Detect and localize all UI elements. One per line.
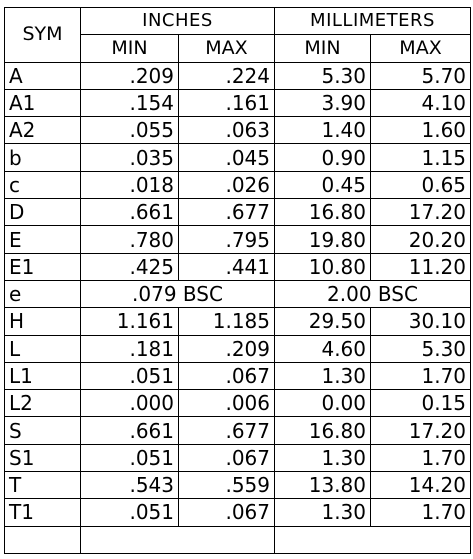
empty-mm-cell [275, 526, 471, 553]
inches-min-header: MIN [81, 35, 179, 62]
table-row [5, 226, 471, 253]
table-row [5, 499, 471, 526]
inches-max-cell: .209 [179, 335, 275, 362]
inches-max-cell: .559 [179, 472, 275, 499]
inches-min-cell: .051 [81, 444, 179, 471]
inches-min-cell: .780 [81, 226, 179, 253]
table-row [5, 362, 471, 389]
mm-min-cell: 0.00 [275, 390, 371, 417]
empty-inches-cell [81, 526, 275, 553]
inches-max-cell: .026 [179, 171, 275, 198]
sym-cell: L [5, 335, 81, 362]
inches-header: INCHES [81, 8, 275, 35]
sym-cell: S [5, 417, 81, 444]
sym-cell: L1 [5, 362, 81, 389]
inches-min-cell: .425 [81, 253, 179, 280]
mm-min-cell: 1.40 [275, 117, 371, 144]
mm-max-cell: 17.20 [371, 199, 471, 226]
mm-min-header: MIN [275, 35, 371, 62]
mm-max-cell: 17.20 [371, 417, 471, 444]
sym-cell: H [5, 308, 81, 335]
sym-cell: D [5, 199, 81, 226]
inches-max-cell: .224 [179, 62, 275, 89]
mm-max-cell: 1.70 [371, 362, 471, 389]
mm-min-cell: 16.80 [275, 417, 371, 444]
inches-min-cell: .035 [81, 144, 179, 171]
inches-max-cell: .063 [179, 117, 275, 144]
mm-min-cell: 1.30 [275, 362, 371, 389]
table-row [5, 444, 471, 471]
empty-sym-cell [5, 526, 81, 553]
table-row [5, 199, 471, 226]
sym-cell: c [5, 171, 81, 198]
inches-min-cell: .051 [81, 362, 179, 389]
table-row [5, 253, 471, 280]
inches-max-cell: .067 [179, 444, 275, 471]
inches-min-cell: .209 [81, 62, 179, 89]
mm-max-cell: 20.20 [371, 226, 471, 253]
mm-max-cell: 1.15 [371, 144, 471, 171]
mm-min-cell: 0.90 [275, 144, 371, 171]
mm-min-cell: 10.80 [275, 253, 371, 280]
mm-max-header: MAX [371, 35, 471, 62]
inches-max-cell: 1.185 [179, 308, 275, 335]
mm-min-cell: 13.80 [275, 472, 371, 499]
inches-min-cell: .055 [81, 117, 179, 144]
inches-max-cell: .067 [179, 362, 275, 389]
mm-max-cell: 14.20 [371, 472, 471, 499]
table-row [5, 472, 471, 499]
mm-max-cell: 4.10 [371, 89, 471, 116]
table-row [5, 390, 471, 417]
mm-max-cell: 0.65 [371, 171, 471, 198]
inches-max-cell: .045 [179, 144, 275, 171]
inches-max-cell: .795 [179, 226, 275, 253]
mm-max-cell: 1.60 [371, 117, 471, 144]
mm-max-cell: 11.20 [371, 253, 471, 280]
inches-min-cell: .018 [81, 171, 179, 198]
mm-min-cell: 0.45 [275, 171, 371, 198]
inches-max-cell: .677 [179, 199, 275, 226]
mm-min-cell: 16.80 [275, 199, 371, 226]
sym-cell: e [5, 280, 81, 307]
mm-max-cell: 5.70 [371, 62, 471, 89]
inches-max-cell: .161 [179, 89, 275, 116]
mm-max-cell: 5.30 [371, 335, 471, 362]
header-row-groups [5, 8, 471, 35]
mm-min-cell: 5.30 [275, 62, 371, 89]
mm-min-cell: 29.50 [275, 308, 371, 335]
dimension-table [4, 7, 471, 554]
sym-cell: S1 [5, 444, 81, 471]
mm-max-cell: 30.10 [371, 308, 471, 335]
table-row [5, 308, 471, 335]
mm-max-cell: 1.70 [371, 444, 471, 471]
table-row [5, 89, 471, 116]
mm-max-cell: 1.70 [371, 499, 471, 526]
sym-cell: L2 [5, 390, 81, 417]
sym-cell: E1 [5, 253, 81, 280]
inches-min-cell: .154 [81, 89, 179, 116]
inches-min-cell: .181 [81, 335, 179, 362]
sym-cell: A2 [5, 117, 81, 144]
mm-min-cell: 4.60 [275, 335, 371, 362]
table-row [5, 144, 471, 171]
inches-max-cell: .067 [179, 499, 275, 526]
mm-min-cell: 3.90 [275, 89, 371, 116]
sym-cell: A [5, 62, 81, 89]
table-row [5, 117, 471, 144]
mm-bsc-cell: 2.00 BSC [275, 280, 471, 307]
table-row [5, 171, 471, 198]
inches-min-cell: .661 [81, 417, 179, 444]
table-row [5, 335, 471, 362]
dimension-table-body [5, 8, 471, 554]
inches-max-cell: .441 [179, 253, 275, 280]
sym-cell: E [5, 226, 81, 253]
inches-min-cell: .543 [81, 472, 179, 499]
inches-min-cell: .000 [81, 390, 179, 417]
inches-min-cell: .051 [81, 499, 179, 526]
inches-min-cell: .661 [81, 199, 179, 226]
mm-max-cell: 0.15 [371, 390, 471, 417]
table-row [5, 417, 471, 444]
sym-cell: T1 [5, 499, 81, 526]
table-row [5, 280, 471, 307]
millimeters-header: MILLIMETERS [275, 8, 471, 35]
empty-row [5, 526, 471, 553]
sym-header: SYM [5, 8, 81, 63]
sym-cell: T [5, 472, 81, 499]
inches-max-header: MAX [179, 35, 275, 62]
inches-max-cell: .006 [179, 390, 275, 417]
inches-bsc-cell: .079 BSC [81, 280, 275, 307]
mm-min-cell: 1.30 [275, 444, 371, 471]
mm-min-cell: 19.80 [275, 226, 371, 253]
inches-max-cell: .677 [179, 417, 275, 444]
table-row [5, 62, 471, 89]
inches-min-cell: 1.161 [81, 308, 179, 335]
sym-cell: b [5, 144, 81, 171]
sym-cell: A1 [5, 89, 81, 116]
mm-min-cell: 1.30 [275, 499, 371, 526]
